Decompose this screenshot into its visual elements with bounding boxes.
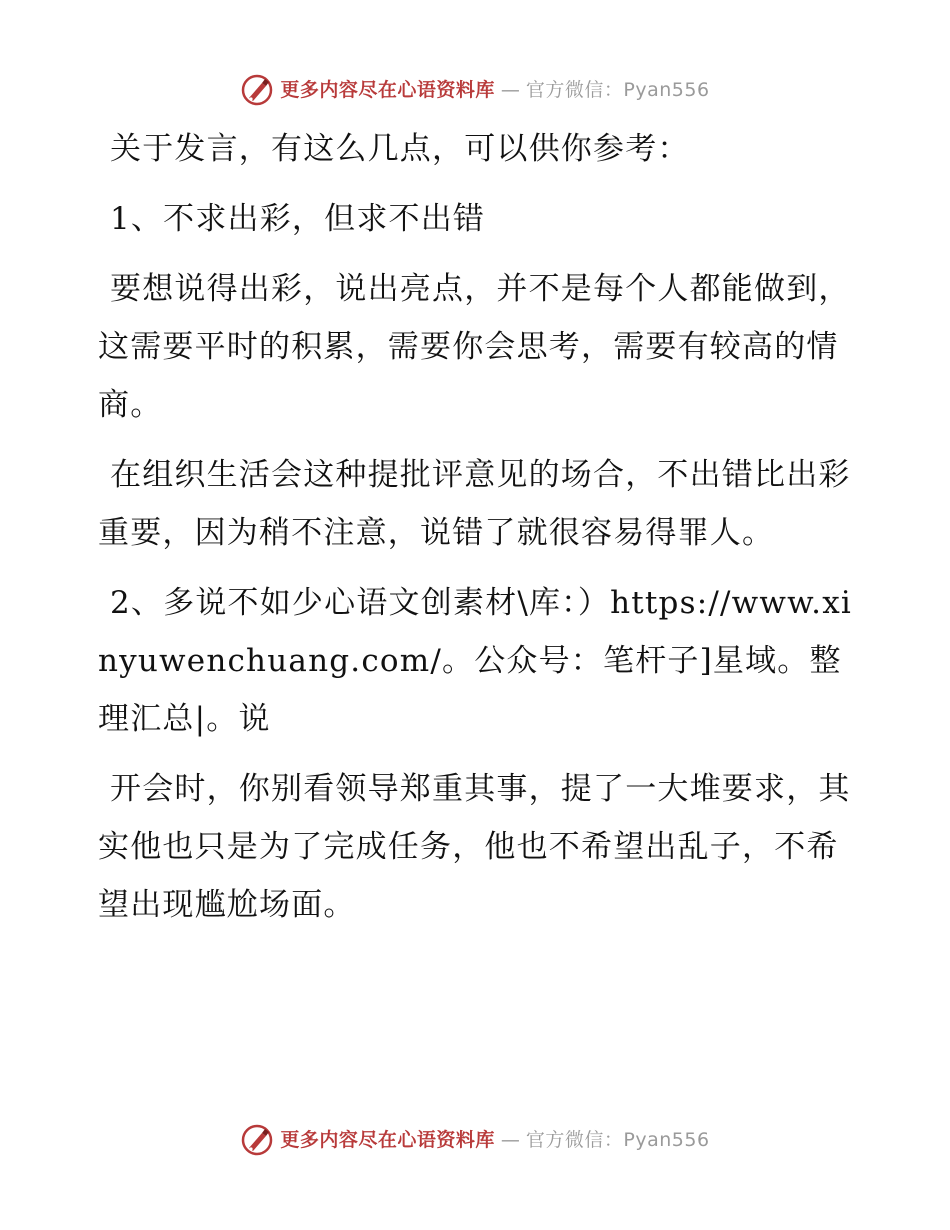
footer-promo-text: 更多内容尽在心语资料库 — [280, 1128, 495, 1151]
paragraph-point-2-detail: 开会时，你别看领导郑重其事，提了一大堆要求，其实他也只是为了完成任务，他也不希望出乱子，不希望出现尴尬场面。 — [98, 771, 851, 923]
footer-contact-text: 官方微信：Pyan556 — [525, 1128, 710, 1151]
paragraph-point-1-context: 在组织生活会这种提批评意见的场合，不出错比出彩重要，因为稍不注意，说错了就很容易得罪人。 — [98, 457, 851, 551]
heading-point-1: 1、不求出彩，但求不出错 — [110, 201, 486, 237]
footer-banner — [0, 1120, 950, 1160]
pen-circle-logo-icon — [240, 1123, 274, 1157]
header-banner — [0, 70, 950, 110]
document-body — [98, 120, 858, 946]
paragraph-point-1-detail: 要想说得出彩，说出亮点，并不是每个人都能做到，这需要平时的积累，需要你会思考，需要有较高的情商。 — [98, 271, 851, 423]
paragraph-intro: 关于发言，有这么几点，可以供你参考： — [110, 131, 690, 167]
pen-circle-logo-icon — [240, 73, 274, 107]
heading-point-2: 2、多说不如少心语文创素材\库：）https://www.xinyuwenchuang.com/。公众号：笔杆子]星域。整理汇总|。说 — [98, 585, 853, 737]
footer-separator: — — [500, 1128, 520, 1151]
header-separator: — — [500, 78, 520, 101]
header-contact-text: 官方微信：Pyan556 — [525, 78, 710, 101]
header-promo-text: 更多内容尽在心语资料库 — [280, 78, 495, 101]
